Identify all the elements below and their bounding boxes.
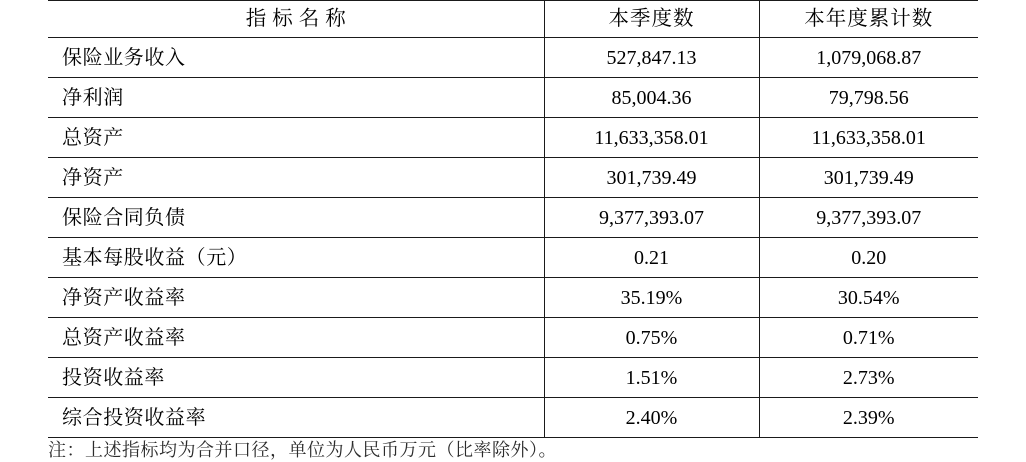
table-row bbox=[48, 278, 978, 318]
cell-cumulative: 9,377,393.07 bbox=[759, 198, 978, 238]
cell-metric: 综合投资收益率 bbox=[48, 398, 544, 438]
column-header-metric: 指标名称 bbox=[48, 1, 544, 38]
table-row bbox=[48, 238, 978, 278]
table-row bbox=[48, 78, 978, 118]
table-footnote: 注：上述指标均为合并口径，单位为人民币万元（比率除外）。 bbox=[48, 440, 557, 460]
cell-metric: 投资收益率 bbox=[48, 358, 544, 398]
table-row bbox=[48, 118, 978, 158]
cell-cumulative: 79,798.56 bbox=[759, 78, 978, 118]
cell-cumulative: 30.54% bbox=[759, 278, 978, 318]
cell-cumulative: 0.20 bbox=[759, 238, 978, 278]
cell-metric: 保险业务收入 bbox=[48, 38, 544, 78]
table-header bbox=[48, 1, 978, 38]
cell-metric: 净利润 bbox=[48, 78, 544, 118]
cell-quarter: 35.19% bbox=[544, 278, 759, 318]
table-row bbox=[48, 158, 978, 198]
table-row bbox=[48, 398, 978, 438]
cell-cumulative: 0.71% bbox=[759, 318, 978, 358]
column-header-cumulative: 本年度累计数 bbox=[759, 1, 978, 38]
cell-quarter: 11,633,358.01 bbox=[544, 118, 759, 158]
cell-quarter: 9,377,393.07 bbox=[544, 198, 759, 238]
cell-quarter: 85,004.36 bbox=[544, 78, 759, 118]
cell-metric: 净资产收益率 bbox=[48, 278, 544, 318]
cell-cumulative: 2.39% bbox=[759, 398, 978, 438]
table-row bbox=[48, 318, 978, 358]
table-row bbox=[48, 358, 978, 398]
cell-quarter: 0.21 bbox=[544, 238, 759, 278]
cell-quarter: 2.40% bbox=[544, 398, 759, 438]
cell-cumulative: 301,739.49 bbox=[759, 158, 978, 198]
cell-cumulative: 1,079,068.87 bbox=[759, 38, 978, 78]
cell-quarter: 0.75% bbox=[544, 318, 759, 358]
cell-metric: 基本每股收益（元） bbox=[48, 238, 544, 278]
column-header-quarter: 本季度数 bbox=[544, 1, 759, 38]
cell-metric: 净资产 bbox=[48, 158, 544, 198]
cell-quarter: 527,847.13 bbox=[544, 38, 759, 78]
cell-cumulative: 2.73% bbox=[759, 358, 978, 398]
financial-indicators-table bbox=[48, 0, 978, 438]
cell-metric: 总资产收益率 bbox=[48, 318, 544, 358]
table-body bbox=[48, 38, 978, 438]
cell-quarter: 1.51% bbox=[544, 358, 759, 398]
cell-metric: 保险合同负债 bbox=[48, 198, 544, 238]
table-header-row bbox=[48, 1, 978, 38]
table-row bbox=[48, 38, 978, 78]
cell-cumulative: 11,633,358.01 bbox=[759, 118, 978, 158]
table-row bbox=[48, 198, 978, 238]
cell-quarter: 301,739.49 bbox=[544, 158, 759, 198]
cell-metric: 总资产 bbox=[48, 118, 544, 158]
